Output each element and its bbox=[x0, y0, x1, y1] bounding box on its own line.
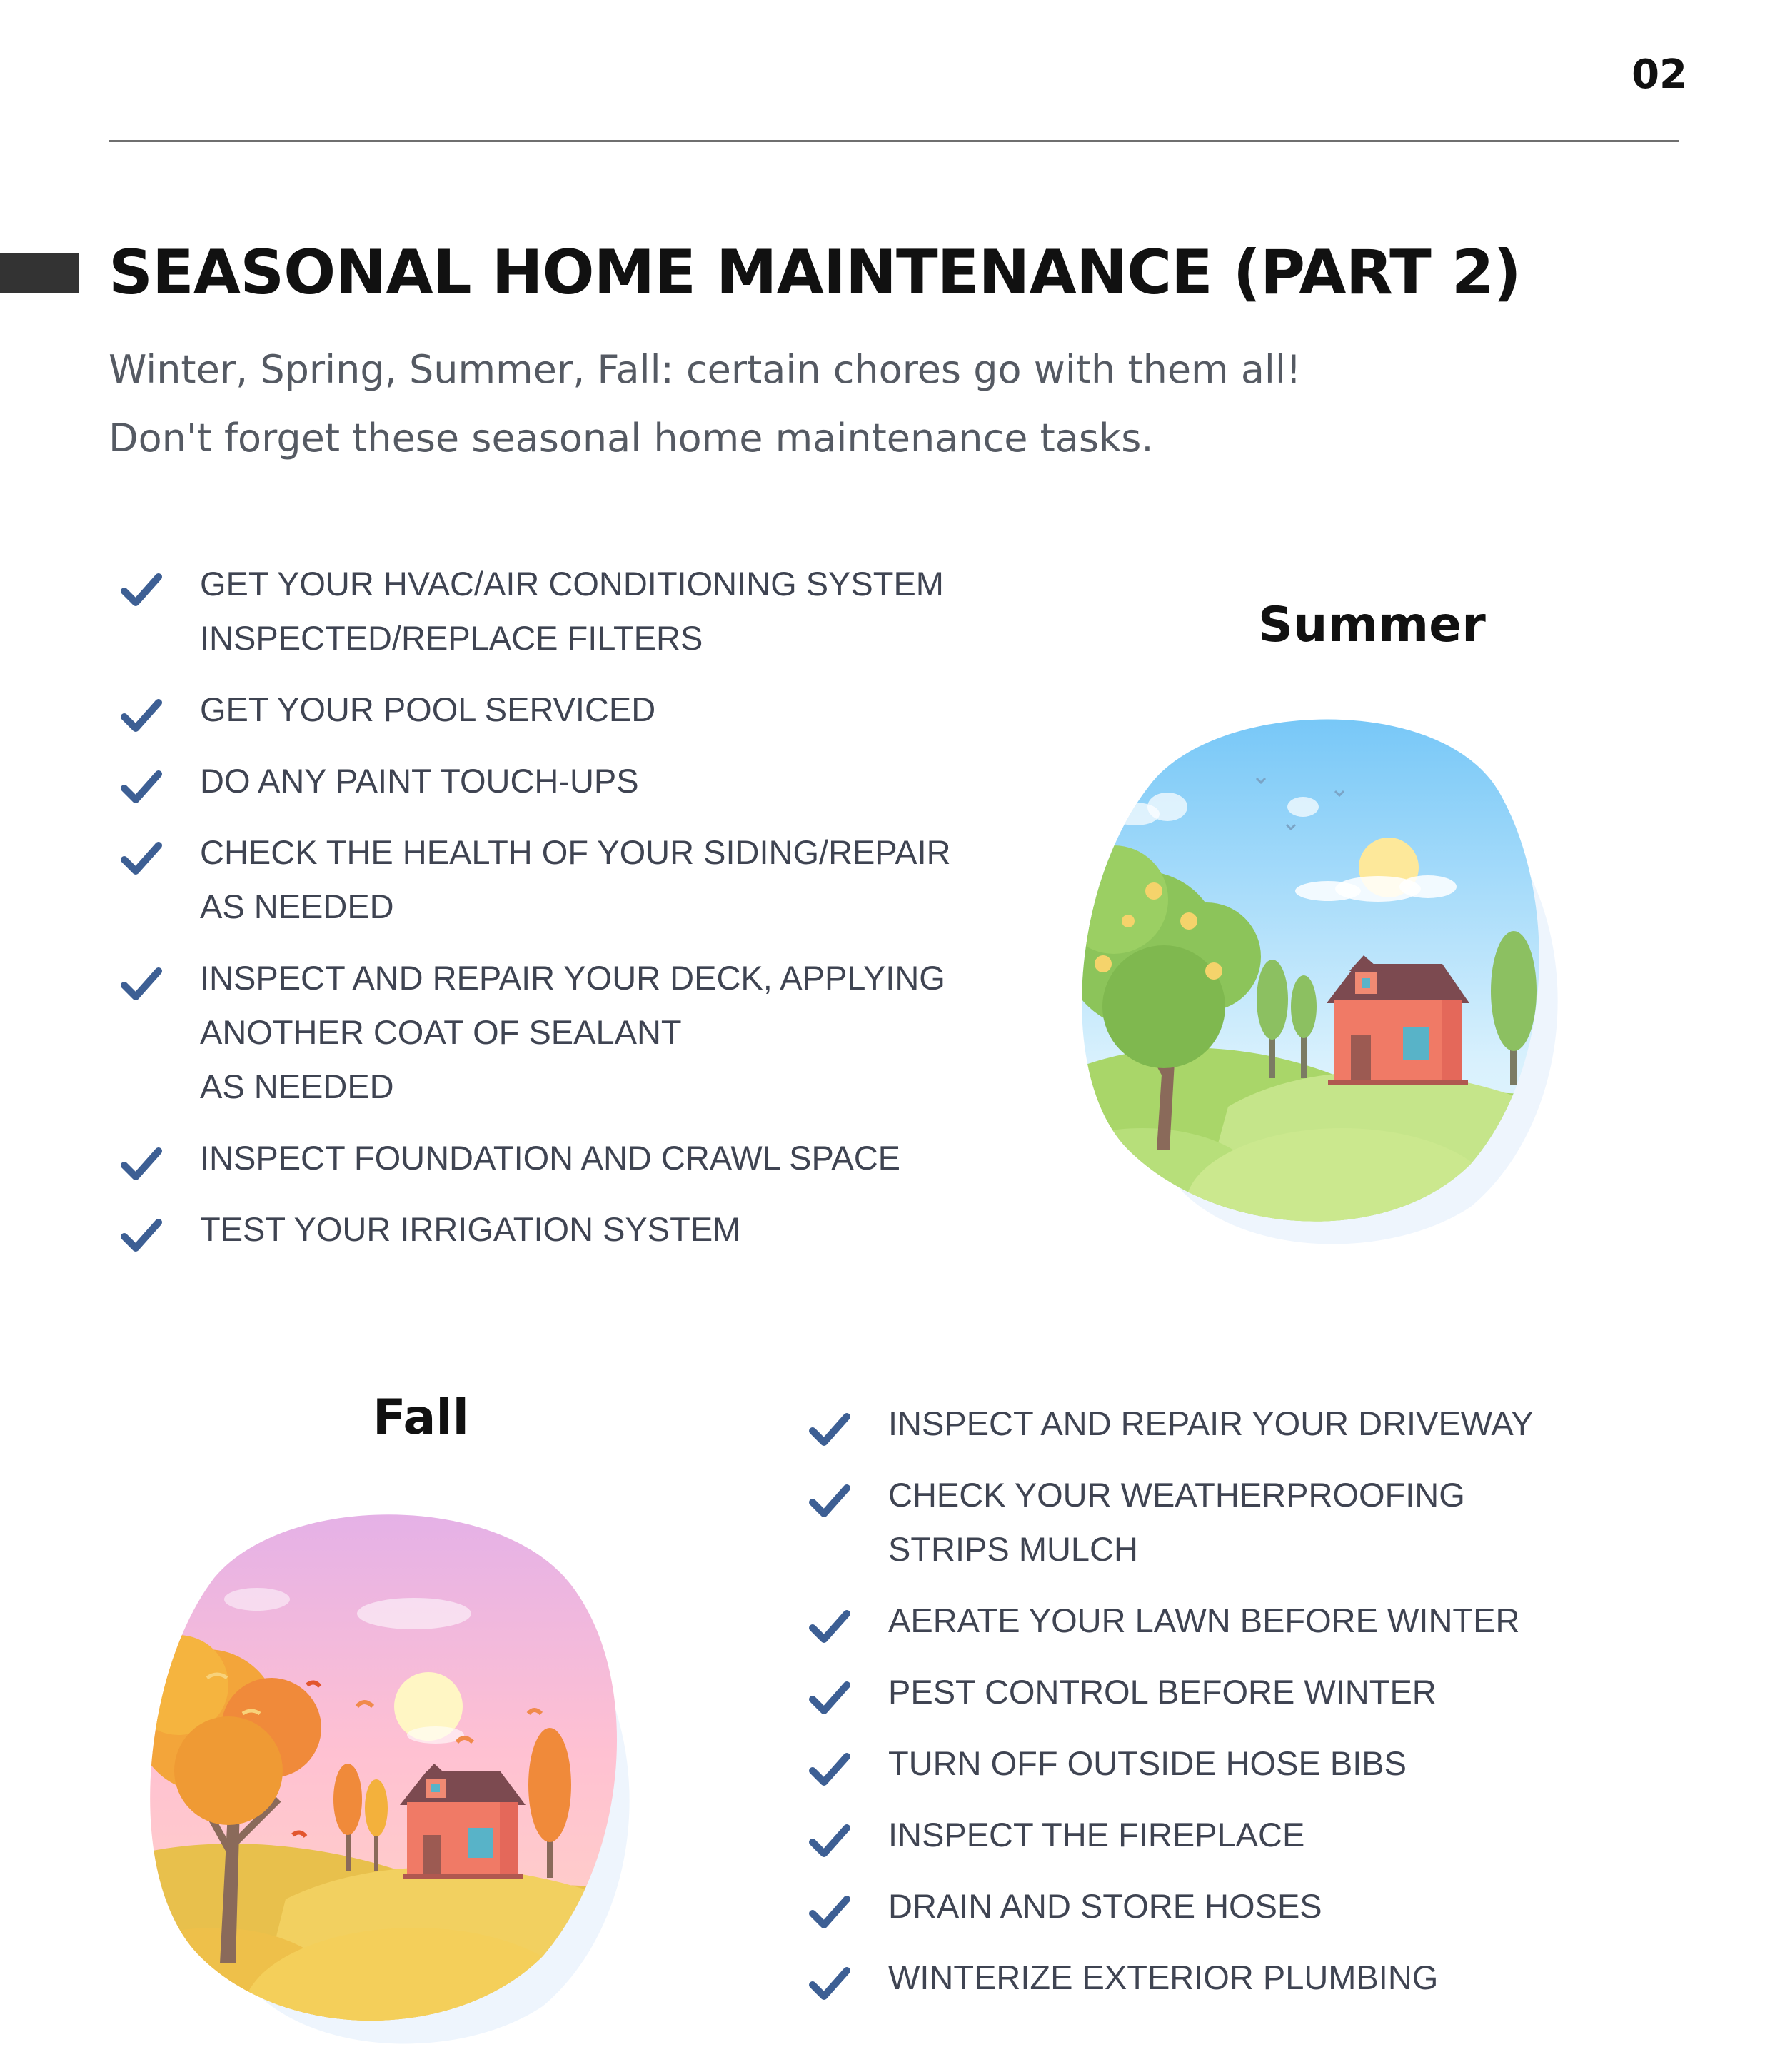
checkmark-icon bbox=[808, 1749, 851, 1786]
checklist-item-text: GET YOUR POOL SERVICED bbox=[200, 690, 656, 728]
checklist-item-text: CHECK THE HEALTH OF YOUR SIDING/REPAIR AS NEEDED bbox=[200, 833, 951, 925]
summer-checklist bbox=[109, 557, 1001, 1274]
checklist-item-text: WINTERIZE EXTERIOR PLUMBING bbox=[888, 1958, 1439, 1996]
checklist-item bbox=[109, 1131, 1001, 1185]
summer-heading: Summer bbox=[1258, 597, 1486, 653]
checklist-item-text: INSPECT AND REPAIR YOUR DRIVEWAY bbox=[888, 1404, 1534, 1442]
checklist-item bbox=[109, 951, 1001, 1114]
checklist-item bbox=[109, 557, 1001, 665]
checkmark-icon bbox=[808, 1892, 851, 1929]
checkmark-icon bbox=[120, 695, 163, 733]
checkmark-icon bbox=[120, 1144, 163, 1181]
checklist-item bbox=[797, 1397, 1689, 1451]
checklist-item bbox=[109, 825, 1001, 934]
checklist-item-text: INSPECT AND REPAIR YOUR DECK, APPLYING ANOTHER COAT OF SEALANT AS NEEDED bbox=[200, 959, 945, 1105]
checkmark-icon bbox=[808, 1606, 851, 1644]
checklist-item bbox=[109, 683, 1001, 737]
checkmark-icon bbox=[808, 1963, 851, 2001]
checklist-item-text: PEST CONTROL BEFORE WINTER bbox=[888, 1673, 1437, 1711]
checklist-item-text: GET YOUR HVAC/AIR CONDITIONING SYSTEM INSPECTED/REPLACE FILTERS bbox=[200, 565, 944, 657]
checkmark-icon bbox=[808, 1678, 851, 1715]
fall-heading: Fall bbox=[373, 1389, 469, 1446]
checkmark-icon bbox=[120, 570, 163, 607]
checklist-item-text: INSPECT THE FIREPLACE bbox=[888, 1816, 1305, 1854]
subtitle-line-2: Don't forget these seasonal home maintenance tasks. bbox=[109, 416, 1154, 461]
page-number: 02 bbox=[1631, 51, 1687, 98]
checklist-item bbox=[797, 1665, 1689, 1719]
checklist-item bbox=[797, 1808, 1689, 1862]
checkmark-icon bbox=[120, 964, 163, 1001]
fall-house-illustration bbox=[100, 1499, 664, 2063]
checklist-item bbox=[797, 1468, 1689, 1576]
checklist-item-text: DRAIN AND STORE HOSES bbox=[888, 1887, 1322, 1925]
checklist-item-text: TEST YOUR IRRIGATION SYSTEM bbox=[200, 1210, 741, 1248]
checklist-item bbox=[109, 1202, 1001, 1257]
summer-house-illustration bbox=[1042, 707, 1592, 1257]
checklist-item-text: AERATE YOUR LAWN BEFORE WINTER bbox=[888, 1601, 1520, 1639]
checklist-item bbox=[797, 1736, 1689, 1791]
subtitle-line-1: Winter, Spring, Summer, Fall: certain chores go with them all! bbox=[109, 347, 1302, 392]
checkmark-icon bbox=[808, 1481, 851, 1518]
checklist-item-text: TURN OFF OUTSIDE HOSE BIBS bbox=[888, 1744, 1407, 1782]
checkmark-icon bbox=[120, 838, 163, 875]
checkmark-icon bbox=[120, 1215, 163, 1252]
page-subtitle bbox=[109, 336, 1302, 473]
checklist-item bbox=[109, 754, 1001, 808]
fall-checklist bbox=[797, 1397, 1689, 2022]
checklist-item-text: DO ANY PAINT TOUCH-UPS bbox=[200, 762, 639, 800]
checklist-item-text: CHECK YOUR WEATHERPROOFING STRIPS MULCH bbox=[888, 1476, 1465, 1568]
checkmark-icon bbox=[120, 767, 163, 804]
header-divider bbox=[109, 140, 1679, 142]
checkmark-icon bbox=[808, 1409, 851, 1447]
title-accent-bar bbox=[0, 253, 79, 293]
checklist-item bbox=[797, 1879, 1689, 1933]
checklist-item-text: INSPECT FOUNDATION AND CRAWL SPACE bbox=[200, 1139, 901, 1177]
checklist-item bbox=[797, 1594, 1689, 1648]
checklist-item bbox=[797, 1951, 1689, 2005]
checkmark-icon bbox=[808, 1821, 851, 1858]
page-title: SEASONAL HOME MAINTENANCE (PART 2) bbox=[109, 237, 1521, 308]
